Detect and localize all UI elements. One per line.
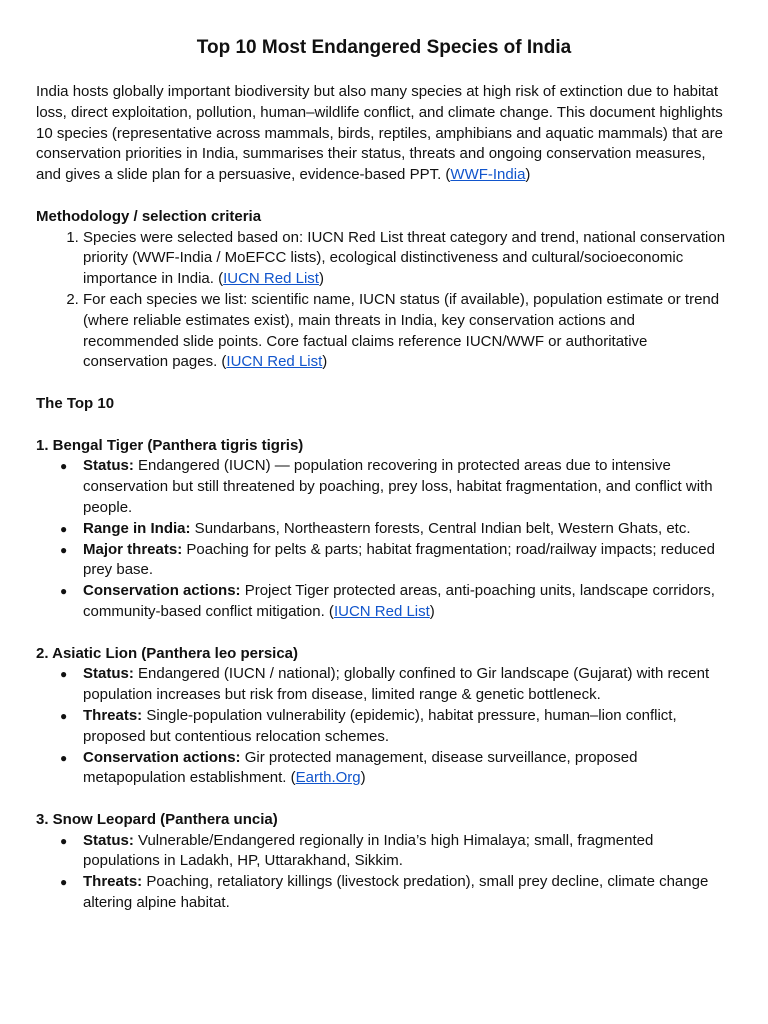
point-label: Threats: xyxy=(83,706,143,724)
bullet-icon: ● xyxy=(60,584,68,599)
bullet-icon: ● xyxy=(60,750,68,765)
species-point xyxy=(60,831,732,873)
point-close: ) xyxy=(360,769,366,787)
species-point xyxy=(60,872,732,914)
top10-heading: The Top 10 xyxy=(36,394,115,412)
point-label: Conservation actions: xyxy=(83,748,241,766)
point-label: Range in India: xyxy=(83,519,191,537)
species-point xyxy=(60,706,732,748)
point-text: Endangered (IUCN) — population recovering in protected areas due to intensive conservation but still threatened by poaching, prey loss, habitat fragmentation, and conflict with people. xyxy=(83,457,713,516)
point-label: Threats: xyxy=(83,873,143,891)
bullet-icon: ● xyxy=(60,667,68,682)
point-label: Status: xyxy=(83,831,134,849)
bullet-icon: ● xyxy=(60,875,68,890)
point-label: Status: xyxy=(83,665,134,683)
bullet-icon: ● xyxy=(60,708,68,723)
species-heading: 1. Bengal Tiger (Panthera tigris tigris) xyxy=(36,436,304,454)
document-title: Top 10 Most Endangered Species of India xyxy=(196,37,572,58)
intro-close: ) xyxy=(525,166,531,184)
iucn-red-list-link[interactable]: IUCN Red List xyxy=(333,602,430,620)
methodology-list xyxy=(36,228,732,374)
bullet-icon: ● xyxy=(60,459,68,474)
species-points xyxy=(36,831,732,914)
methodology-item-close: ) xyxy=(322,353,328,371)
wwf-india-link[interactable]: WWF-India xyxy=(450,166,526,184)
point-text: Vulnerable/Endangered regionally in India’s high Himalaya; small, fragmented populations in Ladakh, HP, Uttarakhand, Sikkim. xyxy=(83,831,654,870)
species-point xyxy=(60,456,732,518)
species-heading: 2. Asiatic Lion (Panthera leo persica) xyxy=(36,644,299,662)
species-point xyxy=(60,581,732,623)
point-text: Gir protected management, disease surveillance, proposed metapopulation establishment. ( xyxy=(83,748,638,787)
bullet-icon: ● xyxy=(60,542,68,557)
species-points xyxy=(36,664,732,789)
bullet-icon: ● xyxy=(60,521,68,536)
species-points xyxy=(36,456,732,622)
earth-org-link[interactable]: Earth.Org xyxy=(295,769,361,787)
methodology-item-text: For each species we list: scientific name, IUCN status (if available), population estimate or trend (where reliable estimates exist), main threats in India, key conservation actions and recommended slide points. Core factual claims reference IUCN/WWF or authoritative conservation pages. ( xyxy=(83,290,720,371)
methodology-heading: Methodology / selection criteria xyxy=(36,207,262,225)
iucn-red-list-link[interactable]: IUCN Red List xyxy=(223,270,319,288)
point-close: ) xyxy=(429,602,435,620)
species-point xyxy=(60,540,732,582)
point-label: Status: xyxy=(83,457,134,475)
point-text: Endangered (IUCN / national); globally confined to Gir landscape (Gujarat) with recent population increases but risk from disease, limited range & genetic bottleneck. xyxy=(83,665,710,704)
point-text: Single-population vulnerability (epidemic), habitat pressure, human–lion conflict, proposed but contentious relocation schemes. xyxy=(83,706,677,745)
point-text: Project Tiger protected areas, anti-poaching units, landscape corridors, community-based conflict mitigation. ( xyxy=(83,582,715,620)
point-label: Conservation actions: xyxy=(83,582,241,600)
methodology-item-close: ) xyxy=(318,270,324,288)
species-point xyxy=(60,748,732,790)
iucn-red-list-link[interactable]: IUCN Red List xyxy=(226,353,323,371)
species-point xyxy=(60,664,732,706)
methodology-item-text: Species were selected based on: IUCN Red List threat category and trend, national conservation priority (WWF-India / MoEFCC lists), ecological distinctiveness and cultural/socioeconomic importance in India. ( xyxy=(83,228,726,288)
species-point xyxy=(60,519,732,540)
bullet-icon: ● xyxy=(60,833,68,848)
intro-text: India hosts globally important biodiversity but also many species at high risk of extinction due to habitat loss, direct exploitation, pollution, human–wildlife conflict, and climate change. This document highlights 10 species (representative across mammals, birds, reptiles, amphibians and aquatic mammals) that are conservation priorities in India, summarises their status, threats and ongoing conservation measures, and gives a slide plan for a persuasive, evidence-based PPT. ( xyxy=(36,83,723,184)
methodology-item xyxy=(83,228,732,290)
intro-paragraph xyxy=(36,82,732,186)
point-text: Poaching, retaliatory killings (livestock predation), small prey decline, climate change altering alpine habitat. xyxy=(83,873,709,912)
methodology-item xyxy=(83,290,732,373)
point-text: Sundarbans, Northeastern forests, Central Indian belt, Western Ghats, etc. xyxy=(190,519,691,537)
point-label: Major threats: xyxy=(83,540,183,558)
species-heading: 3. Snow Leopard (Panthera uncia) xyxy=(36,810,278,828)
point-text: Poaching for pelts & parts; habitat fragmentation; road/railway impacts; reduced prey base. xyxy=(83,540,715,579)
